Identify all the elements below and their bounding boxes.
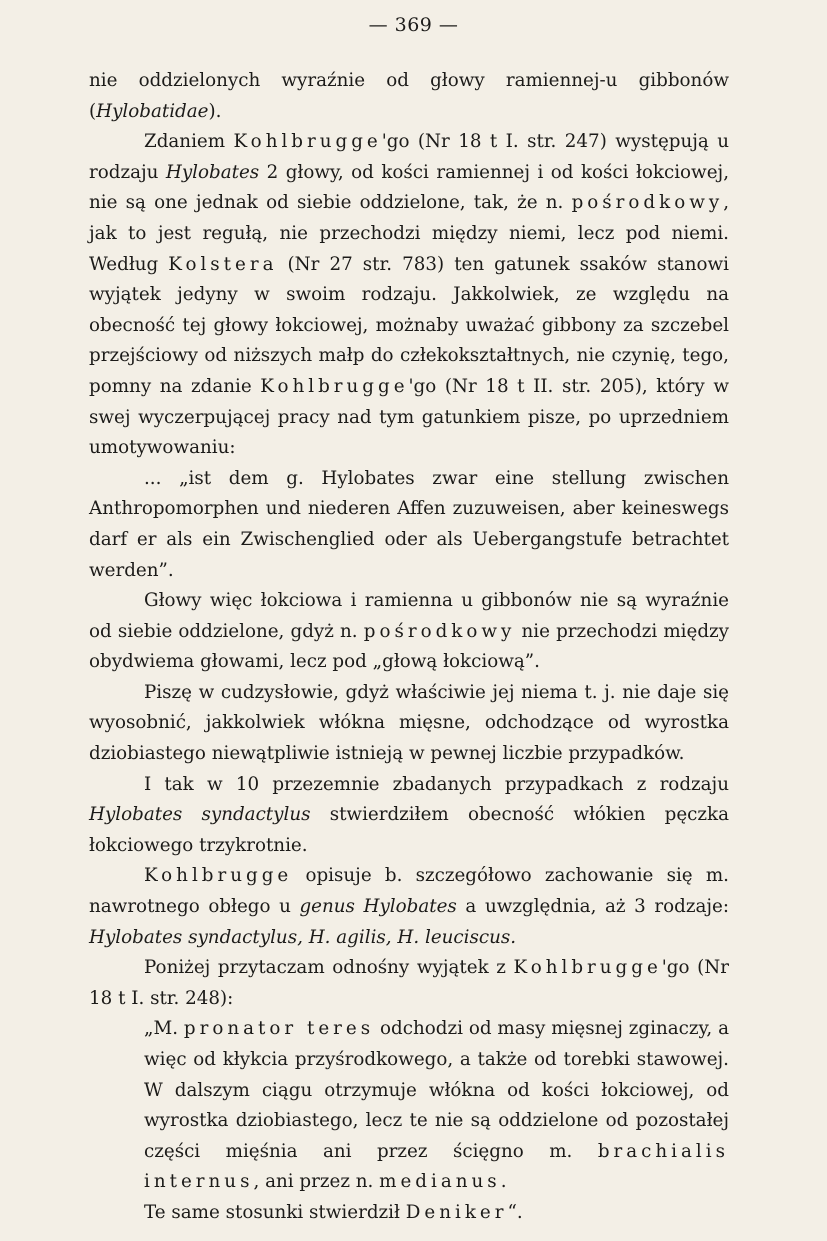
paragraph	[89, 1198, 729, 1229]
text-run: .	[500, 1171, 507, 1193]
paragraph	[89, 66, 729, 127]
text-run: nie przechodzi między obydwiema głowami, lecz pod „głową łokciową”.	[89, 620, 729, 673]
spaced-text: Kohlbrugge	[233, 131, 382, 153]
text-run: „M.	[144, 1018, 184, 1040]
text-run: Piszę w cudzysłowie, gdyż właściwie jej niema t. j. nie daje się wyosobnić, jakkolwiek włókna mięsne, odchodzące od wyrostka dziobiastego niewątpliwie istnieją w pewnej liczbie przypadków.	[89, 681, 729, 765]
paragraph	[89, 861, 729, 953]
paragraph	[89, 127, 729, 464]
text-run: odchodzi od masy mięsnej zginaczy, a więc od kłykcia przyśrodkowego, a także od torebki stawowej. W dalszym ciągu otrzymuje włókna od kości łokciowej, od wyrostka dziobiastego, lecz te nie są oddzielone od pozostałej części mięśnia ani przez ścięgno m.	[144, 1018, 730, 1162]
spaced-text: brachialis internus	[144, 1140, 729, 1193]
paragraph	[89, 953, 729, 1014]
spaced-text: pronator teres	[183, 1018, 375, 1040]
italic-text: genus Hylobates	[299, 896, 457, 918]
text-run: I tak w 10 przezemnie zbadanych przypadkach z rodzaju	[144, 773, 729, 795]
text-run: 2 głowy, od kości ramiennej i od kości łokciowej, nie są one jednak od siebie oddzielone, tak, że n.	[89, 161, 730, 214]
text-run: Zdaniem	[144, 131, 234, 153]
italic-text: Hylobates	[165, 161, 260, 183]
italic-text: Hylobates syndactylus	[89, 804, 311, 826]
text-run: , jak to jest regułą, nie przechodzi między niemi, lecz pod niemi. Według	[89, 192, 729, 275]
spaced-text: medianus	[379, 1171, 501, 1193]
text-run: (Nr 27 str. 783) ten gatunek ssaków stanowi wyjątek jedyny w swoim rodzaju. Jakkolwiek, ze względu na obecność tej głowy łokciowej, możnaby uważać gibbony za szczebel przejściowy od niższych małp do człekokształtnych, nie czynię, tego, pomny na zdanie	[89, 253, 729, 397]
paragraph	[89, 678, 729, 770]
spaced-text: Kohlbrugge	[144, 865, 293, 887]
paragraph	[89, 586, 729, 678]
spaced-text: pośrodkowy	[363, 620, 516, 642]
text-run: a uwzględnia, aż 3 rodzaje:	[456, 896, 729, 918]
spaced-text: Kolstera	[168, 253, 278, 275]
text-run: 'go (Nr 18 t I. str. 247) występują u rodzaju	[89, 131, 730, 183]
text-run: “.	[507, 1201, 523, 1223]
text-run: Te same stosunki stwierdził	[144, 1201, 406, 1223]
text-run: ).	[208, 100, 222, 122]
paragraph	[89, 464, 729, 586]
page-number: — 369 —	[368, 14, 459, 36]
text-run: Głowy więc łokciowa i ramienna u gibbonów nie są wyraźnie od siebie oddzielone, gdyż n.	[89, 590, 729, 642]
spaced-text: Deniker	[405, 1201, 508, 1223]
italic-text: Hylobatidae	[96, 100, 209, 122]
text-run: opisuje b. szczegółowo zachowanie się m. nawrotnego obłego u	[89, 865, 729, 918]
spaced-text: Kohlbrugge	[513, 957, 662, 979]
italic-text: Hylobates syndactylus, H. agilis, H. leuciscus.	[89, 926, 517, 948]
text-run: 'go (Nr 18 t I. str. 248):	[89, 957, 729, 1009]
paragraph	[89, 1014, 729, 1198]
text-run: stwierdziłem obecność włókien pęczka łokciowego trzykrotnie.	[89, 804, 729, 856]
text-run: Poniżej przytaczam odnośny wyjątek z	[144, 957, 514, 979]
text-run: nie oddzielonych wyraźnie od głowy ramiennej-u gibbonów (	[89, 70, 729, 122]
text-run: ... „ist dem g. Hylobates zwar eine stellung zwischen Anthropomorphen und niederen Affen zuzuweisen, aber keineswegs darf er als ein Zwischenglied oder als Uebergangstufe betrachtet werden”.	[89, 467, 729, 581]
body-text	[89, 66, 729, 1229]
paragraph	[89, 770, 729, 862]
text-run: 'go (Nr 18 t II. str. 205), który w swej wyczerpującej pracy nad tym gatunkiem pisze, po uprzedniem umotywowaniu:	[89, 375, 729, 459]
spaced-text: Kohlbrugge	[260, 375, 409, 397]
spaced-text: pośrodkowy	[571, 192, 724, 214]
text-run: , ani przez n.	[253, 1171, 380, 1193]
